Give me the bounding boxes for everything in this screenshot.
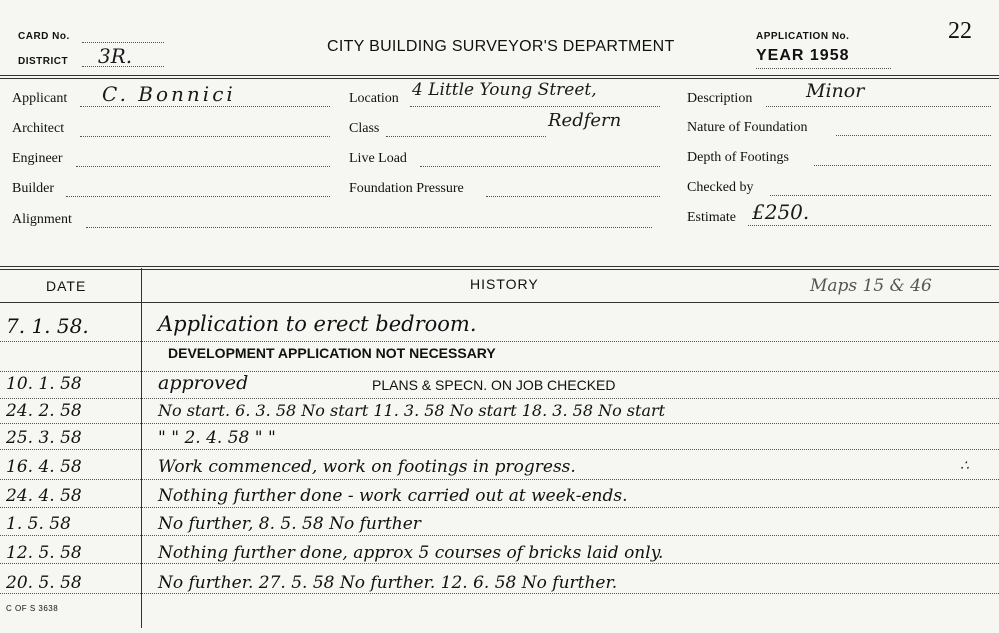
history-date: 1. 5. 58 bbox=[6, 514, 71, 534]
history-date: 10. 1. 58 bbox=[6, 374, 82, 394]
history-entry: Nothing further done, approx 5 courses of bricks laid only. bbox=[158, 543, 664, 563]
date-column-divider bbox=[141, 268, 142, 628]
row-line bbox=[0, 371, 999, 372]
header-rule bbox=[0, 75, 999, 76]
history-date: 24. 2. 58 bbox=[6, 401, 82, 421]
location-value-1: 4 Little Young Street, bbox=[412, 80, 597, 100]
history-entry: approved bbox=[158, 372, 249, 394]
row-line bbox=[0, 398, 999, 399]
engineer-line bbox=[76, 166, 330, 167]
history-entry: No further. 27. 5. 58 No further. 12. 6. 58 No further. bbox=[158, 573, 618, 593]
class-label: Class bbox=[349, 121, 380, 136]
row-line bbox=[0, 507, 999, 508]
history-entry: Application to erect bedroom. bbox=[158, 312, 477, 336]
builder-label: Builder bbox=[12, 181, 54, 196]
checked-by-label: Checked by bbox=[687, 180, 754, 195]
location-label: Location bbox=[349, 91, 399, 106]
row-line bbox=[0, 341, 999, 342]
location-line bbox=[410, 106, 660, 107]
table-top-rule bbox=[0, 266, 999, 267]
class-line bbox=[386, 136, 546, 137]
history-date: 25. 3. 58 bbox=[6, 428, 82, 448]
history-date: 20. 5. 58 bbox=[6, 573, 82, 593]
row-line bbox=[0, 593, 999, 594]
description-label: Description bbox=[687, 91, 753, 106]
alignment-line bbox=[86, 227, 652, 228]
depth-label: Depth of Footings bbox=[687, 150, 789, 165]
applicant-value: C. Bonnici bbox=[102, 82, 236, 106]
history-column-header: HISTORY bbox=[470, 276, 539, 292]
description-line bbox=[766, 106, 991, 107]
margin-mark: ∴ bbox=[960, 458, 969, 474]
year-label: YEAR 1958 bbox=[756, 47, 850, 64]
plans-stamp: PLANS & SPECN. ON JOB CHECKED bbox=[372, 377, 616, 393]
row-line bbox=[0, 479, 999, 480]
history-entry: No start. 6. 3. 58 No start 11. 3. 58 No start 18. 3. 58 No start bbox=[158, 401, 666, 420]
row-line bbox=[0, 535, 999, 536]
nature-line bbox=[836, 135, 991, 136]
development-stamp: DEVELOPMENT APPLICATION NOT NECESSARY bbox=[168, 345, 496, 361]
live-load-label: Live Load bbox=[349, 151, 407, 166]
live-load-line bbox=[420, 166, 660, 167]
district-label: DISTRICT bbox=[18, 56, 69, 67]
card-no-line bbox=[82, 42, 164, 43]
estimate-value: £250. bbox=[752, 200, 810, 224]
header-rule-2 bbox=[0, 78, 999, 79]
date-column-header: DATE bbox=[46, 278, 87, 294]
architect-line bbox=[80, 136, 330, 137]
history-date: 24. 4. 58 bbox=[6, 486, 82, 506]
year-line bbox=[756, 68, 891, 69]
alignment-label: Alignment bbox=[12, 212, 72, 227]
depth-line bbox=[814, 165, 991, 166]
application-number: 22 bbox=[948, 18, 972, 44]
application-no-label: APPLICATION No. bbox=[756, 31, 850, 42]
engineer-label: Engineer bbox=[12, 151, 63, 166]
row-line bbox=[0, 563, 999, 564]
foundation-pressure-line bbox=[486, 196, 660, 197]
estimate-label: Estimate bbox=[687, 210, 736, 225]
applicant-line bbox=[80, 106, 330, 107]
department-title: CITY BUILDING SURVEYOR'S DEPARTMENT bbox=[327, 38, 675, 55]
district-value: 3R. bbox=[98, 44, 133, 68]
history-entry: Nothing further done - work carried out at week-ends. bbox=[158, 486, 628, 506]
form-code: C OF S 3638 bbox=[6, 604, 59, 613]
history-date: 16. 4. 58 bbox=[6, 457, 82, 477]
architect-label: Architect bbox=[12, 121, 65, 136]
table-header-rule bbox=[0, 302, 999, 303]
history-entry: " " 2. 4. 58 " " bbox=[158, 428, 276, 448]
map-note: Maps 15 & 46 bbox=[810, 276, 932, 296]
history-date: 12. 5. 58 bbox=[6, 543, 82, 563]
foundation-pressure-label: Foundation Pressure bbox=[349, 181, 464, 196]
description-value: Minor bbox=[806, 80, 865, 102]
card-no-label: CARD No. bbox=[18, 31, 70, 42]
history-date: 7. 1. 58. bbox=[6, 314, 89, 338]
history-entry: No further, 8. 5. 58 No further bbox=[158, 514, 421, 534]
builder-line bbox=[66, 196, 330, 197]
checked-by-line bbox=[770, 195, 991, 196]
row-line bbox=[0, 449, 999, 450]
estimate-line bbox=[748, 225, 991, 226]
applicant-label: Applicant bbox=[12, 91, 68, 106]
history-entry: Work commenced, work on footings in progress. bbox=[158, 457, 576, 477]
row-line bbox=[0, 423, 999, 424]
location-value-2: Redfern bbox=[548, 110, 622, 131]
table-top-rule-2 bbox=[0, 269, 999, 270]
nature-label: Nature of Foundation bbox=[687, 120, 808, 135]
